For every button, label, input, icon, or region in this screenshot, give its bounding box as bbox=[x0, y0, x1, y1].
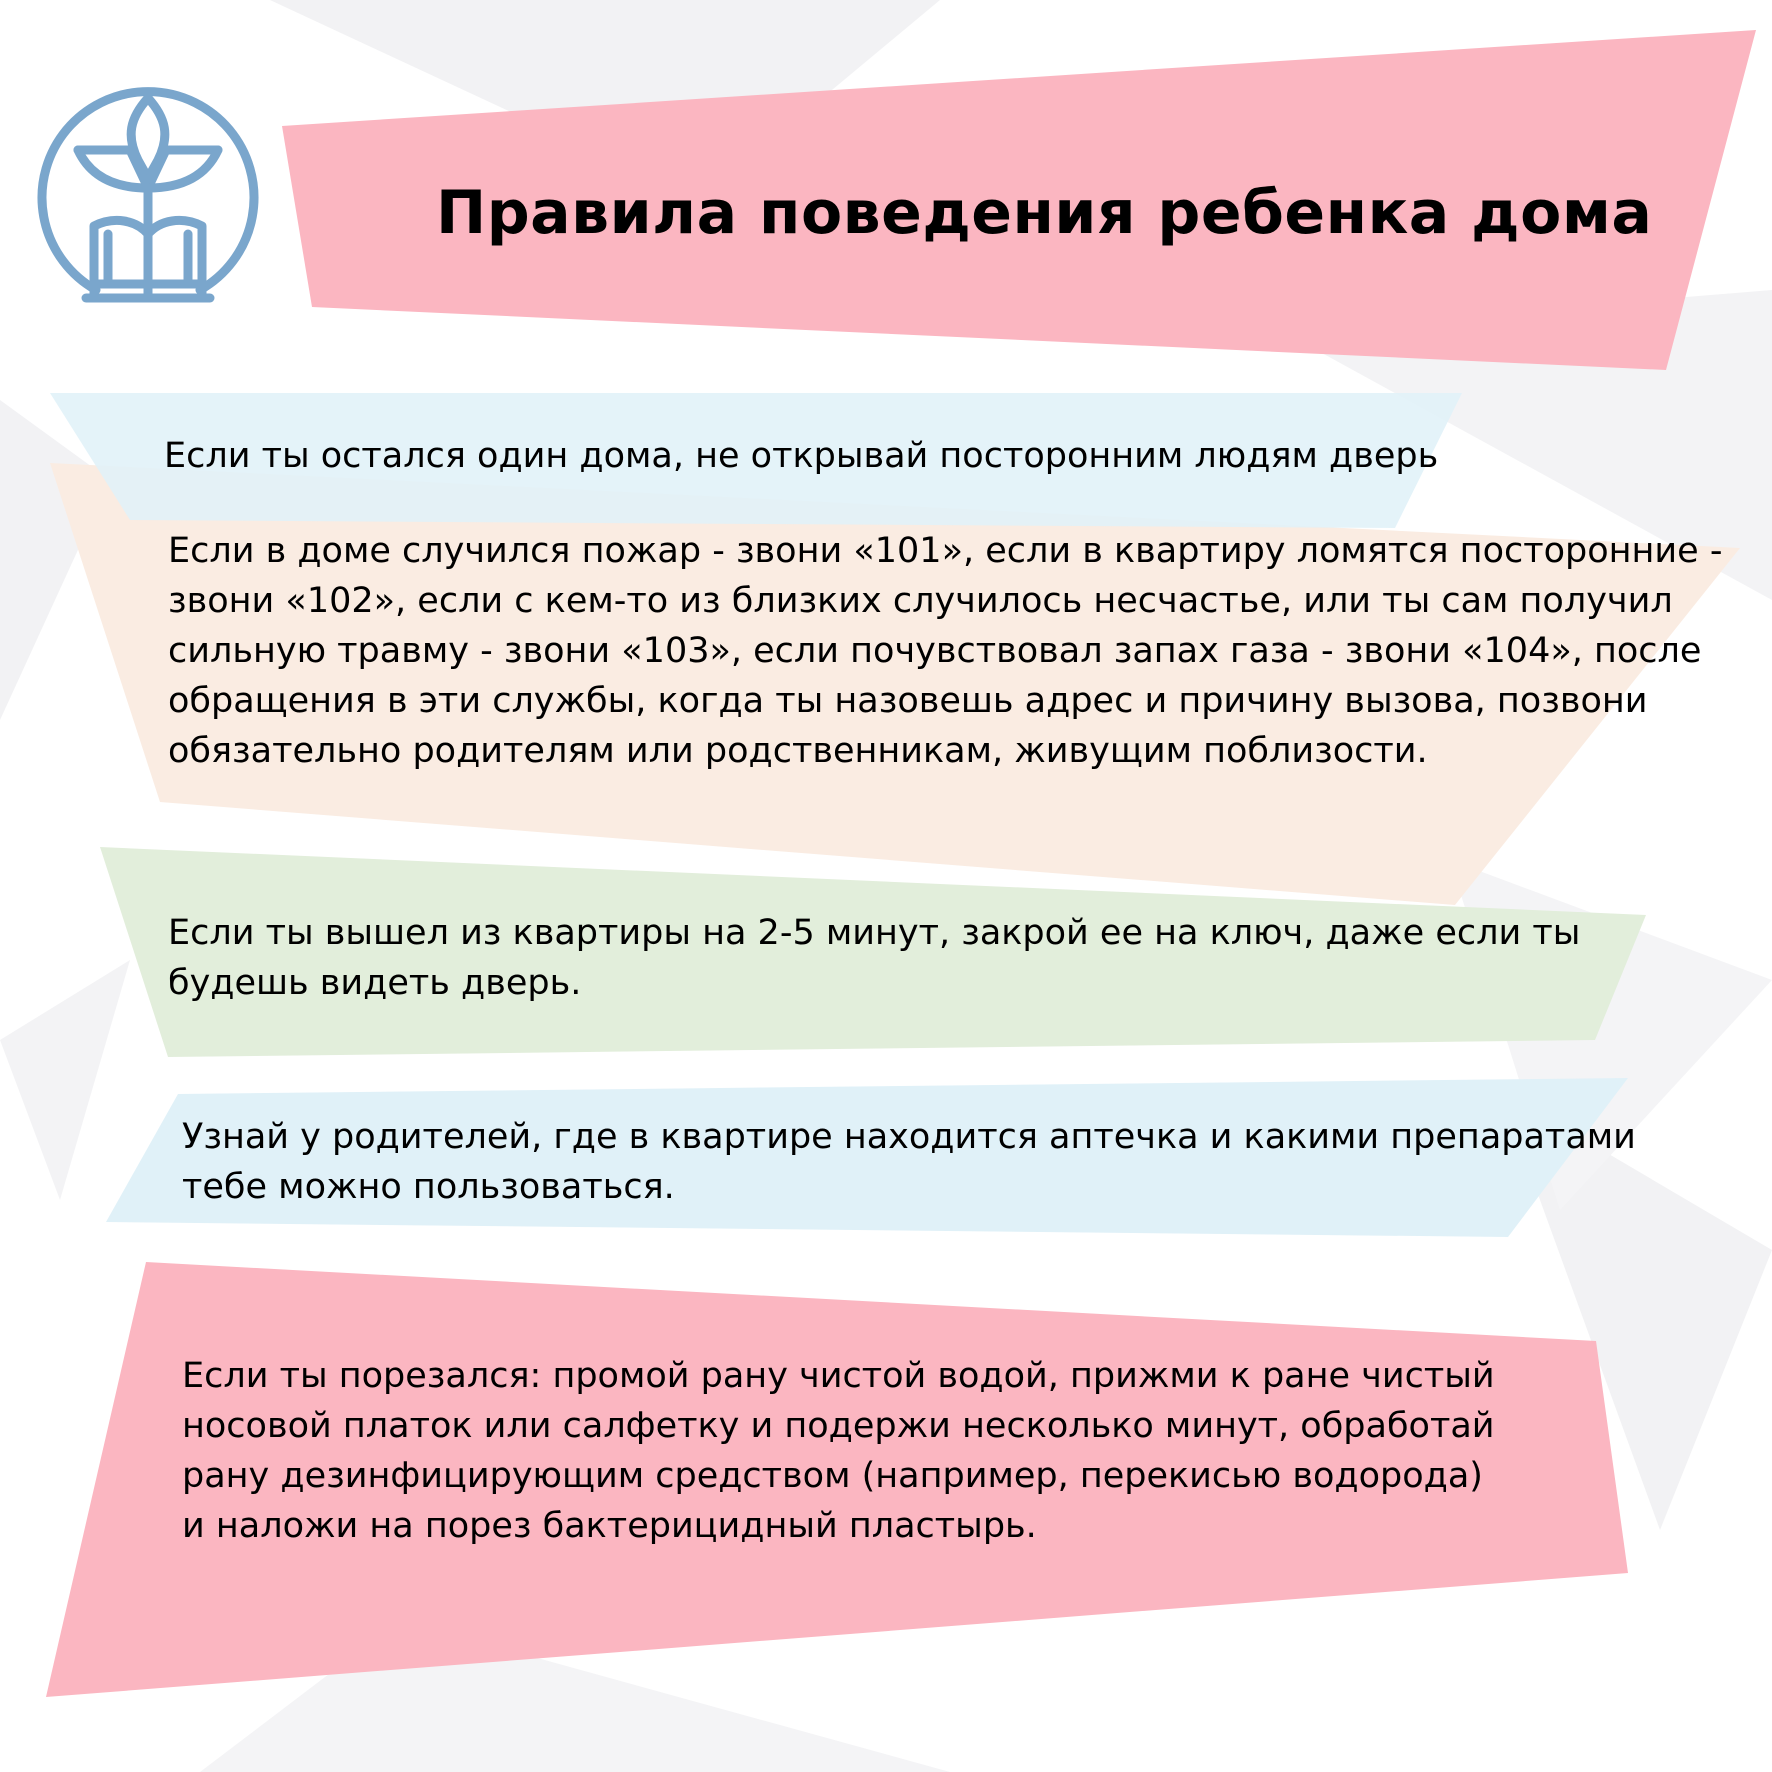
bg-grey-shape bbox=[0, 960, 130, 1200]
rule-line: звони «102», если с кем-то из близких случилось несчастье, или ты сам получил bbox=[168, 581, 1673, 621]
rule-line: обращения в эти службы, когда ты назовешь адрес и причину вызова, позвони bbox=[168, 681, 1648, 721]
rule-line: будешь видеть дверь. bbox=[168, 963, 582, 1003]
rule-line: сильную травму - звони «103», если почувствовал запах газа - звони «104», после bbox=[168, 631, 1702, 671]
rule-line: обязательно родителям или родственникам, живущим поблизости. bbox=[168, 731, 1428, 771]
rule-1-text bbox=[164, 431, 1438, 481]
logo-emblem-icon bbox=[34, 84, 262, 312]
rule-line: Если ты вышел из квартиры на 2-5 минут, закрой ее на ключ, даже если ты bbox=[168, 913, 1581, 953]
rule-5-text bbox=[182, 1351, 1495, 1551]
rule-line: носовой платок или салфетку и подержи несколько минут, обработай bbox=[182, 1406, 1495, 1446]
rule-4-text bbox=[182, 1112, 1636, 1212]
rule-line: Если в доме случился пожар - звони «101», если в квартиру ломятся посторонние - bbox=[168, 531, 1723, 571]
rule-line: рану дезинфицирующим средством (например, перекисью водорода) bbox=[182, 1456, 1483, 1496]
page-title: Правила поведения ребенка дома bbox=[436, 178, 1653, 248]
rule-line: Узнай у родителей, где в квартире находится аптечка и какими препаратами bbox=[182, 1117, 1636, 1157]
rule-line: Если ты остался один дома, не открывай посторонним людям дверь bbox=[164, 436, 1439, 476]
rule-3-text bbox=[168, 908, 1580, 1008]
rule-line: тебе можно пользоваться. bbox=[182, 1167, 675, 1207]
rule-2-text bbox=[168, 526, 1722, 776]
rule-line: Если ты порезался: промой рану чистой водой, прижми к ране чистый bbox=[182, 1356, 1495, 1396]
rule-line: и наложи на порез бактерицидный пластырь. bbox=[182, 1506, 1037, 1546]
